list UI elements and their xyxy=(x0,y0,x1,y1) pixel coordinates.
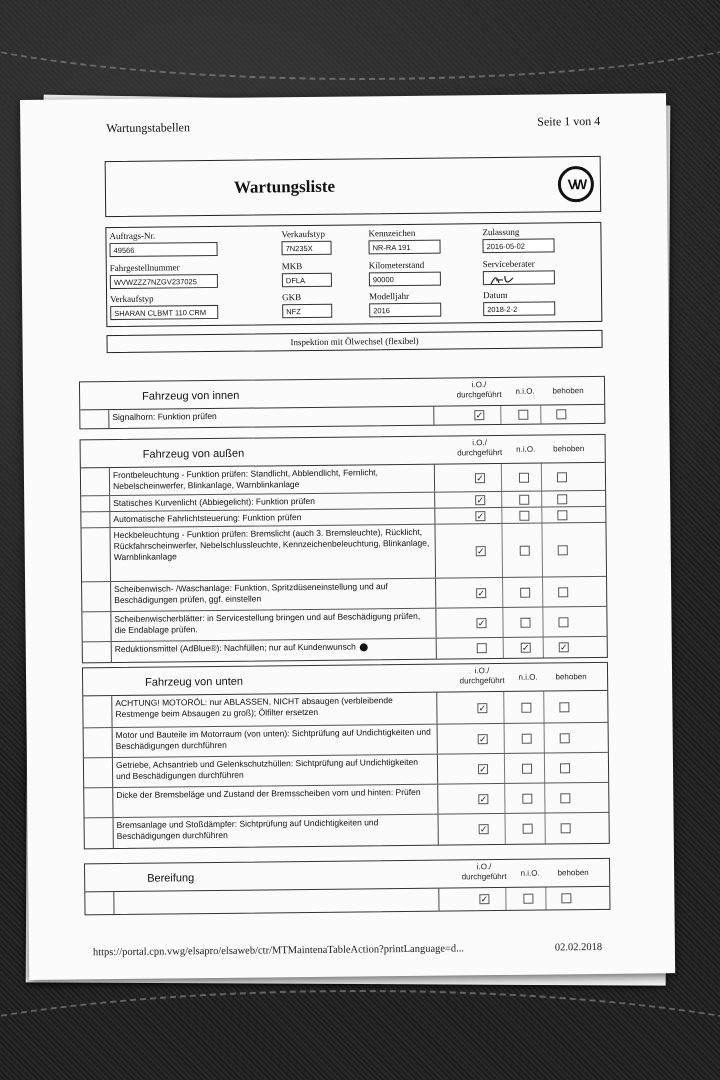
signature-field xyxy=(483,270,555,285)
checklist-row xyxy=(83,637,607,662)
checkbox-nok[interactable] xyxy=(523,824,533,834)
column-divider xyxy=(505,888,506,910)
checklist-item-label: Scheibenwisch- /Waschanlage: Funktion, Spritzdüseneinstellung und auf Beschädigungen prüfen, ggf. einstellen xyxy=(114,581,388,606)
info-field-label: Verkaufstyp xyxy=(110,293,154,305)
checkbox-fixed[interactable] xyxy=(556,409,566,419)
info-field xyxy=(110,262,218,289)
column-divider xyxy=(502,608,503,637)
checkbox-ok[interactable] xyxy=(474,410,484,420)
checklist-item-label: Getriebe, Achsantrieb und Gelenkschutzhüllen: Sichtprüfung auf Undichtigkeiten und Beschädigungen durchführen xyxy=(115,756,418,782)
checkbox-fixed[interactable] xyxy=(558,587,568,597)
section-title: Fahrzeug von außen xyxy=(142,447,245,461)
info-field-label: Serviceberater xyxy=(482,258,535,270)
vw-logo-icon xyxy=(558,166,594,202)
checkbox-fixed[interactable] xyxy=(557,494,567,504)
checkbox-nok[interactable] xyxy=(523,894,533,904)
checkbox-ok[interactable] xyxy=(479,824,489,834)
info-field-value: 49566 xyxy=(110,242,218,257)
checkbox-fixed[interactable] xyxy=(559,642,569,652)
column-divider xyxy=(543,638,544,658)
info-field-value: 7N235X xyxy=(281,241,331,256)
column-divider xyxy=(503,638,504,658)
checkbox-ok[interactable] xyxy=(478,794,488,804)
column-divider xyxy=(501,492,502,507)
info-field-label: Modelljahr xyxy=(369,290,410,302)
checklist-item-label: ACHTUNG! MOTORÖL: nur ABLASSEN, NICHT absaugen (verbleibende Restmenge beim Absaugen zu groß); Ölfilter ersetzen xyxy=(115,695,393,720)
column-divider xyxy=(503,692,504,723)
column-divider xyxy=(541,492,542,507)
checklist-item-text xyxy=(110,579,436,611)
checklist-item-label: Reduktionsmittel (AdBlue®): Nachfüllen; nur auf Kundenwunsch xyxy=(114,641,356,655)
checklist-item-label: Automatische Fahrlichtsteuerung: Funktion prüfen xyxy=(113,512,302,525)
section-title: Fahrzeug von innen xyxy=(142,389,240,403)
checkbox-ok[interactable] xyxy=(477,703,487,713)
info-field-label: Fahrgestellnummer xyxy=(109,262,180,274)
column-header-nok: n.i.O. xyxy=(516,444,536,454)
checklist-item-text xyxy=(109,525,436,581)
column-divider xyxy=(505,814,506,844)
column-divider xyxy=(504,754,505,783)
info-field-label: Verkaufstyp xyxy=(281,228,325,240)
checkbox-fixed[interactable] xyxy=(557,510,567,520)
checklist-item-text xyxy=(111,693,437,727)
info-field-label: Kennzeichen xyxy=(368,227,416,239)
column-divider xyxy=(540,406,541,424)
checkbox-ok[interactable] xyxy=(477,643,487,653)
seat-stitching xyxy=(0,0,720,80)
checkbox-ok[interactable] xyxy=(478,734,488,744)
checkbox-nok[interactable] xyxy=(521,643,531,653)
checklist-item-text xyxy=(113,815,439,848)
checklist-item-text xyxy=(108,407,434,428)
form-title: Wartungsliste xyxy=(233,176,336,197)
info-field-label: Datum xyxy=(483,289,508,301)
checkbox-fixed[interactable] xyxy=(558,617,568,627)
column-header-ok: i.O./ durchgeführt xyxy=(461,862,507,882)
column-header-ok: i.O./ durchgeführt xyxy=(456,380,502,400)
column-divider xyxy=(544,784,545,813)
checkbox-nok[interactable] xyxy=(522,764,532,774)
checkbox-fixed[interactable] xyxy=(561,823,571,833)
info-field xyxy=(110,293,218,320)
checkbox-fixed[interactable] xyxy=(560,733,570,743)
checklist-row xyxy=(85,813,609,848)
checkbox-ok[interactable] xyxy=(475,495,485,505)
column-divider xyxy=(541,464,542,491)
vehicle-info-box xyxy=(105,222,602,327)
checkbox-nok[interactable] xyxy=(520,546,530,556)
inspection-type: Inspektion mit Ölwechsel (flexibel) xyxy=(106,330,602,353)
checkbox-fixed[interactable] xyxy=(558,545,568,555)
column-header-nok: n.i.O. xyxy=(515,386,535,396)
checklist-item-label: Signalhorn: Funktion prüfen xyxy=(112,410,217,423)
column-divider xyxy=(501,524,503,577)
info-field xyxy=(483,289,555,316)
info-field-label: Auftrags-Nr. xyxy=(109,230,156,242)
column-divider xyxy=(501,464,502,491)
info-field-value: NR-RA 191 xyxy=(368,240,440,255)
checklist-item-label: Scheibenwischerblätter: in Servicestellung bringen und auf Beschädigung prüfen, die Endablage prüfen. xyxy=(114,610,421,636)
checkbox-nok[interactable] xyxy=(519,495,529,505)
checkbox-nok[interactable] xyxy=(519,511,529,521)
checklist-section xyxy=(82,662,610,849)
column-divider xyxy=(504,724,505,753)
checkbox-nok[interactable] xyxy=(521,703,531,713)
checklist-item-text xyxy=(112,725,438,757)
column-header-ok: i.O./ durchgeführt xyxy=(459,666,505,686)
info-field-value: NFZ xyxy=(282,304,332,319)
checklist-item-text xyxy=(111,639,437,662)
info-field xyxy=(483,258,555,285)
info-field xyxy=(282,261,332,288)
info-field-label: GKB xyxy=(282,292,302,303)
checkbox-ok[interactable] xyxy=(478,764,488,774)
checkbox-nok[interactable] xyxy=(518,410,528,420)
column-header-fixed: behoben xyxy=(552,386,584,396)
column-divider xyxy=(542,608,543,637)
checklist-item-label: Motor und Bauteile im Motorraum (von unten): Sichtprüfung auf Undichtigkeiten und Beschädigungen durchführen xyxy=(115,726,431,752)
page-indicator: Seite 1 von 4 xyxy=(537,113,601,129)
checklist-item-label: Dicke der Bremsbeläge und Zustand der Bremsscheiben vorn und hinten: Prüfen xyxy=(116,786,421,801)
title-box xyxy=(105,156,602,217)
checklist-item-text xyxy=(109,465,435,495)
checklist-section xyxy=(84,858,611,916)
column-header-nok: n.i.O. xyxy=(518,672,538,682)
column-divider xyxy=(545,814,546,844)
checklist-section xyxy=(79,376,605,430)
column-divider xyxy=(543,692,544,723)
checkbox-ok[interactable] xyxy=(476,618,486,628)
checklist-section xyxy=(80,434,608,663)
checkbox-fixed[interactable] xyxy=(560,763,570,773)
section-title: Bereifung xyxy=(147,872,195,885)
customer-request-dot-icon xyxy=(360,643,368,651)
checkbox-ok[interactable] xyxy=(479,894,489,904)
checkbox-nok[interactable] xyxy=(519,473,529,483)
checkbox-nok[interactable] xyxy=(520,618,530,628)
footer-date: 02.02.2018 xyxy=(554,941,603,954)
info-field-label: Kilometerstand xyxy=(368,259,425,271)
info-field xyxy=(369,291,441,318)
checklist-item-text xyxy=(112,785,438,817)
checklist-item-text xyxy=(110,609,436,641)
column-divider xyxy=(504,784,505,813)
info-field-value: SHARAN CLBMT 110 CRM xyxy=(110,305,218,320)
column-divider xyxy=(501,508,502,523)
maintenance-sheet xyxy=(20,93,675,980)
checkbox-fixed[interactable] xyxy=(559,702,569,712)
checkbox-ok[interactable] xyxy=(476,588,486,598)
column-header-fixed: behoben xyxy=(557,868,589,878)
info-field xyxy=(281,229,331,256)
column-divider xyxy=(544,724,545,753)
checkbox-ok[interactable] xyxy=(475,511,485,521)
info-field xyxy=(109,230,217,257)
column-divider xyxy=(544,754,545,783)
checklist-item-text xyxy=(112,755,438,787)
checkbox-ok[interactable] xyxy=(476,546,486,556)
checkbox-nok[interactable] xyxy=(520,588,530,598)
info-field-value: 2018-2-2 xyxy=(483,301,555,316)
column-divider xyxy=(502,578,503,607)
info-field-label: Zulassung xyxy=(482,226,520,238)
info-field xyxy=(482,226,554,253)
column-divider xyxy=(545,888,546,910)
checklist-row xyxy=(81,523,606,582)
checklist-item-label: Heckbeleuchtung - Funktion prüfen: Bremslicht (auch 3. Bremsleuchte), Rücklicht, Rückfahrscheinwerfer, Nebelschlussleuchte, Kennzeichenbeleuchtung, Blinkanlage, Warnblinkanlage xyxy=(113,526,430,563)
section-title: Fahrzeug von unten xyxy=(145,675,244,689)
checkbox-fixed[interactable] xyxy=(560,793,570,803)
column-header-ok: i.O./ durchgeführt xyxy=(457,438,503,458)
column-divider xyxy=(541,508,542,523)
info-field xyxy=(282,292,332,319)
column-header-fixed: behoben xyxy=(555,672,587,682)
checklist-row xyxy=(85,887,609,914)
info-field xyxy=(368,228,440,255)
checkbox-fixed[interactable] xyxy=(561,893,571,903)
checklist-item-label: Bremsanlage und Stoßdämpfer: Sichtprüfung auf Undichtigkeiten und Beschädigungen durchführen xyxy=(116,817,379,842)
info-field-value: 2016-05-02 xyxy=(482,238,554,253)
checkbox-fixed[interactable] xyxy=(557,472,567,482)
info-field xyxy=(369,260,441,287)
checkbox-nok[interactable] xyxy=(522,794,532,804)
checkbox-ok[interactable] xyxy=(475,473,485,483)
info-field-value: DFLA xyxy=(282,273,332,288)
info-field-label: MKB xyxy=(281,261,303,272)
column-divider xyxy=(500,406,501,424)
document-header-title: Wartungstabellen xyxy=(106,120,191,136)
column-header-fixed: behoben xyxy=(553,444,585,454)
footer-url: https://portal.cpn.vwg/elsapro/elsaweb/ctr/MTMaintenaTableAction?printLanguage=d... xyxy=(92,943,465,959)
checklist-item-text xyxy=(113,889,439,914)
checklist-item-label: Statisches Kurvenlicht (Abbiegelicht): Funktion prüfen xyxy=(113,495,316,509)
column-header-nok: n.i.O. xyxy=(520,868,540,878)
vw-logo-text: VW xyxy=(567,176,585,193)
checklist-item-label: Frontbeleuchtung - Funktion prüfen: Standlicht, Abblendlicht, Fernlicht, Nebelscheinwerfer, Blinkanlage, Warnblinkanlage xyxy=(112,467,379,492)
column-divider xyxy=(542,578,543,607)
column-divider xyxy=(541,524,543,577)
seat-stitching-bottom xyxy=(0,990,720,1080)
checkbox-nok[interactable] xyxy=(522,734,532,744)
info-field-value: 2016 xyxy=(369,303,441,318)
info-field-value: 90000 xyxy=(369,272,441,287)
info-field-value: WVWZZZ7NZGV237025 xyxy=(110,274,218,289)
